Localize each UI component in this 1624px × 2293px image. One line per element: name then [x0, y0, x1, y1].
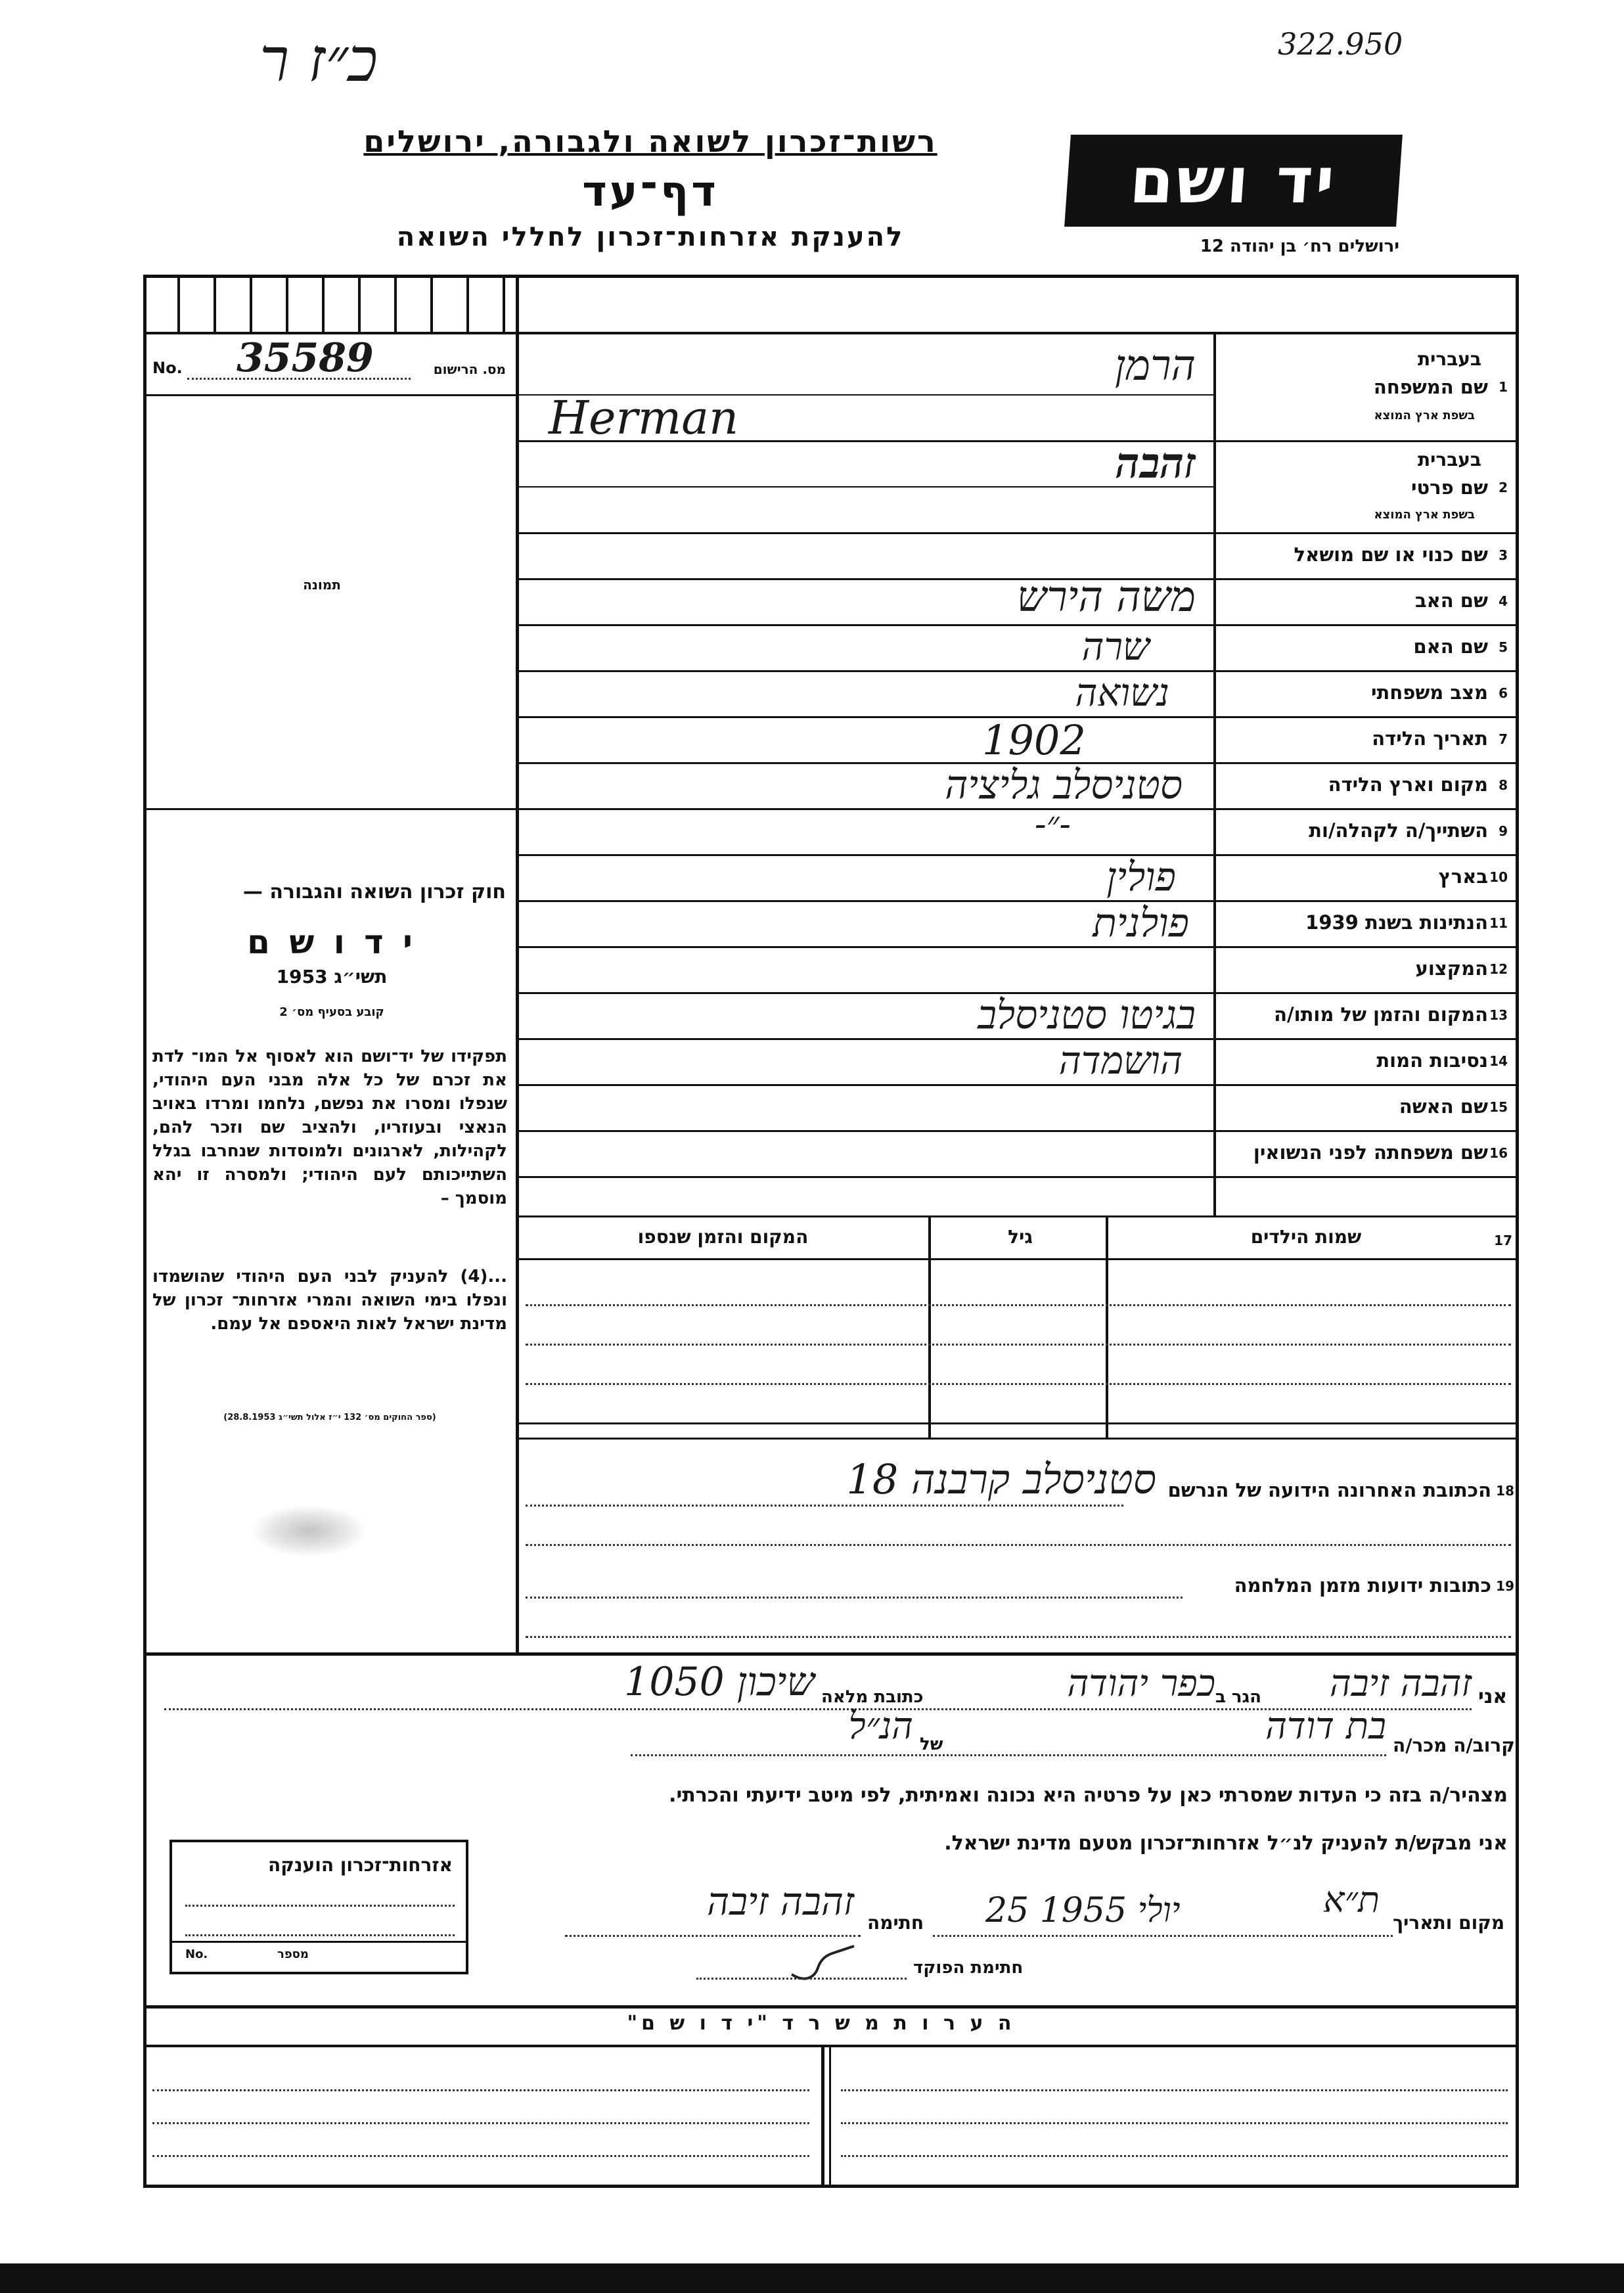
photo-label: תמונה — [303, 577, 341, 593]
field-14-circumstances-of-death: נסיבות המות 14 — [1376, 1049, 1508, 1072]
field-3-alias: שם כנוי או שם מושאל 3 — [1294, 543, 1508, 566]
form-subtitle: להענקת אזרחות־זכרון לחללי השואה — [396, 222, 905, 252]
field-2-first-name: בעברית שם פרטי בשפת ארץ המוצא 2 — [1374, 449, 1508, 522]
field-6-value: נשואה — [1075, 670, 1169, 715]
registration-no-value: 35589 — [237, 335, 374, 381]
declaration-statement: מצהיר/ה בזה כי העדות שמסרתי כאן על פרטיה היא נכונה ואמיתית, לפי מיטב ידיעתי והכרתי. — [669, 1784, 1508, 1807]
field-1-family-name: בעברית שם המשפחה בשפת ארץ המוצא 1 — [1373, 348, 1508, 422]
full-address-label: כתובת מלאה — [821, 1687, 924, 1707]
field-5-value: שרה — [1081, 624, 1150, 669]
field-18-last-address: 18 הכתובת האחרונה הידועה של הנרשם — [1167, 1479, 1514, 1501]
signature-label: חתימה — [867, 1912, 924, 1934]
field-4-value: משה הירש — [1016, 573, 1196, 622]
field-15-wife-name: שם האשה 15 — [1399, 1095, 1508, 1118]
field-11-nationality-1939: הנתינות בשנת 1939 11 — [1305, 911, 1508, 934]
clerk-signature-label: חתימת הפוקד — [913, 1958, 1024, 1978]
field-2-value: זהבה — [1115, 439, 1196, 488]
registration-no-label-he: מס. הרישום — [433, 361, 506, 377]
citizenship-box-title: אזרחות־זכרון הוענקה — [268, 1854, 453, 1876]
relative-label: קרוב/ה מכר/ה — [1393, 1735, 1515, 1756]
full-address-value: שיכון 1050 — [624, 1659, 815, 1705]
authority-heading: רשות־זכרון לשואה ולגבורה, ירושלים — [363, 124, 937, 159]
date-value: 25 יולי 1955 — [985, 1891, 1181, 1930]
field-10-value: פולין — [1106, 854, 1176, 900]
of-whom-value: הנ״ל — [848, 1705, 913, 1748]
relation-value: בת דודה — [1265, 1705, 1386, 1748]
village-value: כפר יהודה — [1067, 1662, 1215, 1705]
field-11-value: פולנית — [1093, 900, 1189, 946]
field-9-community: השתייך/ה לקהלה/ות 9 — [1309, 819, 1508, 842]
field-7-value: 1902 — [982, 716, 1086, 764]
field-12-profession: המקצוע 12 — [1415, 957, 1508, 980]
field-1-value: הרמן — [1114, 342, 1196, 390]
logo-text: יד ושם — [1127, 144, 1340, 217]
shel-label: של — [920, 1735, 943, 1754]
declaration-ani: אני — [1478, 1685, 1508, 1708]
citizenship-box-no-label-he: מספר — [277, 1947, 309, 1961]
children-age-header: גיל — [1008, 1226, 1033, 1248]
field-7-birth-date: תאריך הלידה 7 — [1372, 727, 1508, 750]
field-8-birth-place: מקום וארץ הלידה 8 — [1328, 773, 1508, 796]
children-names-header: שמות הילדים — [1250, 1226, 1362, 1248]
citizenship-box-no-label: No. — [185, 1947, 208, 1961]
scan-edge — [0, 2263, 1624, 2293]
field-16-maiden-name: שם משפחתה לפני הנשואין 16 — [1253, 1141, 1508, 1164]
law-clause: קובע בסעיף מס׳ 2 — [279, 1005, 384, 1019]
children-place-header: המקום והזמן שנספו — [637, 1226, 809, 1248]
children-header: 17 שמות הילדים גיל המקום והזמן שנספו — [518, 1221, 1519, 1257]
citizenship-granted-box — [169, 1840, 468, 1974]
field-4-father: שם האב 4 — [1414, 589, 1508, 612]
field-9-value: -״- — [1035, 805, 1071, 844]
logo-address: ירושלים רח׳ בן יהודה 12 — [1200, 237, 1399, 256]
field-18-value: סטניסלב קרבנה 18 — [846, 1455, 1156, 1503]
registration-no-label: No. — [152, 359, 183, 377]
place-value: ת״א — [1323, 1879, 1380, 1920]
field-5-mother: שם האם 5 — [1413, 635, 1508, 658]
law-title: חוק זכרון השואה והגבורה — — [242, 880, 506, 903]
field-6-marital-status: מצב משפחתי 6 — [1370, 681, 1508, 704]
law-year: תשי״ג 1953 — [276, 966, 388, 988]
yad-vashem-logo — [1064, 135, 1403, 227]
stamp-smudge — [250, 1505, 368, 1557]
field-10-country: בארץ 10 — [1438, 865, 1508, 888]
declarant-name: זהבה זיבה — [1329, 1662, 1472, 1705]
law-name: י ד ו ש ם — [247, 923, 417, 961]
field-14-value: הושמדה — [1058, 1038, 1183, 1083]
form-title: דף־עד — [582, 168, 719, 216]
field-8-value: סטניסלב גליציה — [945, 762, 1183, 808]
lives-in-label: הגר ב — [1215, 1687, 1262, 1707]
law-paragraph-1: תפקידו של יד־ושם הוא לאסוף אל המו־ לדת את זכרם של כל אלה מבני העם היהודי, שנפלו ומסרו את נפשם, נלחמו ומרדו באויב הנאצי ובעוזריו, ולהציב שם וזכר להם, לקהילות, לארגונים ולמוסדות שנחרבו בגלל השתייכותם לעם היהודי; ולמסרה זו יהא מוסמך – — [152, 1047, 507, 1208]
field-1-value-latin: Herman — [549, 391, 739, 445]
field-19-wartime-addresses: 19 כתובות ידועות מזמן המלחמה — [1234, 1574, 1514, 1597]
office-notes-title: ה ע ר ו ת מ ש ר ד "י ד ו ש ם" — [627, 2012, 1016, 2035]
field-13-value: בגיטו סטניסלב — [978, 992, 1196, 1038]
field-13-place-time-of-death: המקום והזמן של מותו/ה 13 — [1274, 1003, 1508, 1026]
document-number: 322.950 — [1278, 26, 1403, 62]
declaration-request: אני מבקש/ת להעניק לנ״ל אזרחות־זכרון מטעם מדינת ישראל. — [944, 1832, 1508, 1855]
signature-value: זהבה זיבה — [707, 1879, 854, 1924]
law-paragraph-2: ...(4) להעניק לבני העם היהודי שהושמדו ונפלו בימי השואה והמרי אזרחות־ זכרון של מדינת ישראל לאות היאספם אל עמם. — [152, 1267, 507, 1334]
place-date-label: מקום ותאריך — [1393, 1912, 1505, 1934]
archive-mark: כ״ז ר — [259, 25, 378, 95]
law-source: (ספר החוקים מס׳ 132 י״ז אלול תשי״ג 28.8.1953) — [223, 1413, 436, 1422]
